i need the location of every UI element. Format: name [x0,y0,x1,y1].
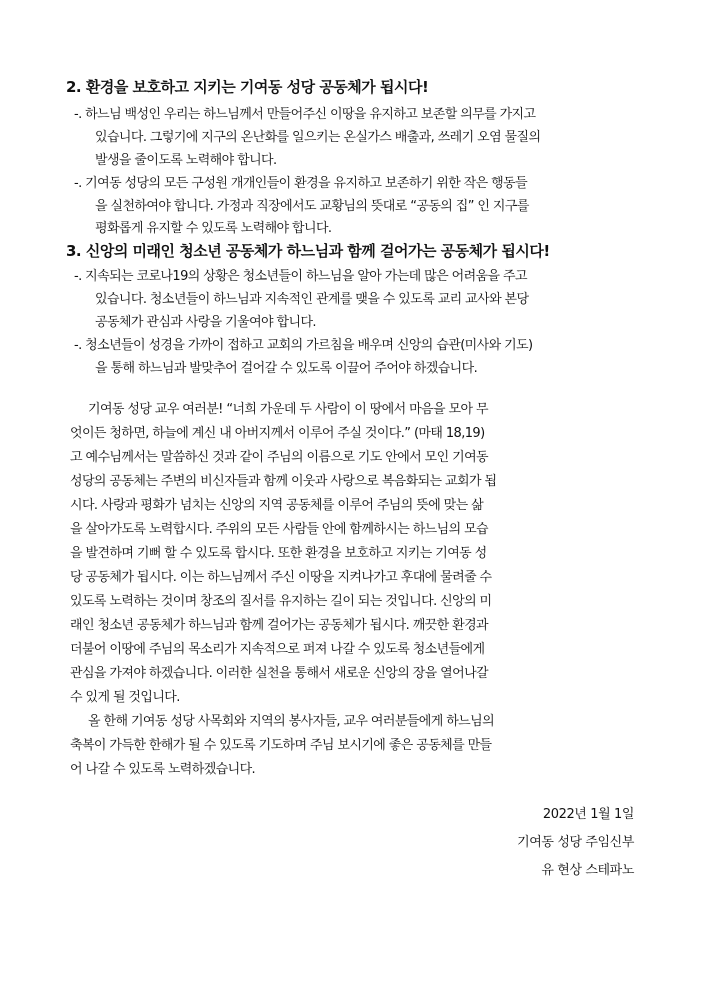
closing-line-3: 고 예수님께서는 말씀하신 것과 같이 주님의 이름으로 기도 안에서 모인 기여동 [70,450,488,465]
closing-line-6: 을 살아가도록 노력합시다. 주위의 모든 사람들 안에 함께하시는 하느님의 모습 [70,522,488,537]
section-2-bullet-1-line-3: 발생을 줄이도록 노력해야 합니다. [95,153,277,168]
closing-line-1: 기여동 성당 교우 여러분! “너희 가운데 두 사람이 이 땅에서 마음을 모아 무 [88,402,488,417]
signature-date: 2022년 1월 1일 [542,807,634,822]
closing-line-16: 어 나갈 수 있도록 노력하겠습니다. [70,762,256,777]
closing-line-5: 시다. 사랑과 평화가 넘치는 신앙의 지역 공동체를 이루어 주님의 뜻에 맞는 삶 [70,498,484,513]
closing-line-14: 올 한해 기여동 성당 사목회와 지역의 봉사자들, 교우 여러분들에게 하느님의 [88,714,495,729]
section-3-bullet-1-line-3: 공동체가 관심과 사랑을 기울여야 합니다. [95,315,316,330]
closing-line-7: 을 발견하며 기뻐 할 수 있도록 합시다. 또한 환경을 보호하고 지키는 기여동 성 [70,546,487,561]
section-2-bullet-2-line-3: 평화롭게 유지할 수 있도록 노력해야 합니다. [95,221,332,236]
closing-line-12: 관심을 가져야 하겠습니다. 이러한 실천을 통해서 새로운 신앙의 장을 열어나갈 [70,666,488,681]
closing-line-11: 더불어 이땅에 주님의 목소리가 지속적으로 퍼져 나갈 수 있도록 청소년들에게 [70,642,485,657]
signature-role: 기여동 성당 주임신부 [517,835,634,850]
closing-line-15: 축복이 가득한 한해가 될 수 있도록 기도하며 주님 보시기에 좋은 공동체를 만들 [70,738,492,753]
section-3-bullet-1-line-1: -. 지속되는 코로나19의 상황은 청소년들이 하느님을 알아 가는데 많은 어려움을 주고 [74,269,527,284]
signature-name: 유 현상 스테파노 [541,863,634,878]
closing-line-4: 성당의 공동체는 주변의 비신자들과 함께 이웃과 사랑으로 복음화되는 교회가 됩 [70,474,497,489]
section-3-bullet-2-line-2: 을 통해 하느님과 발맞추어 걸어갈 수 있도록 이끌어 주어야 하겠습니다. [95,361,478,376]
section-2-bullet-2-line-1: -. 기여동 성당의 모든 구성원 개개인들이 환경을 유지하고 보존하기 위한 작은 행동들 [74,176,528,191]
closing-line-2: 엇이든 청하면, 하늘에 계신 내 아버지께서 이루어 주실 것이다.” (마태 18,19) [70,426,485,441]
section-2-bullet-1-line-1: -. 하느님 백성인 우리는 하느님께서 만들어주신 이땅을 유지하고 보존할 의무를 가지고 [74,107,536,122]
closing-line-10: 래인 청소년 공동체가 하느님과 함께 걸어가는 공동체가 됩시다. 깨끗한 환경과 [70,618,488,633]
section-2-bullet-2-line-2: 을 실천하여야 합니다. 가정과 직장에서도 교황님의 뜻대로 “공동의 집” 인 지구를 [95,199,529,214]
closing-line-9: 있도록 노력하는 것이며 창조의 질서를 유지하는 길이 되는 것입니다. 신앙의 미 [70,594,492,609]
section-3-title: 3. 신앙의 미래인 청소년 공동체가 하느님과 함께 걸어가는 공동체가 됩시다! [66,242,550,260]
section-2-bullet-1-line-2: 있습니다. 그렇기에 지구의 온난화를 일으키는 온실가스 배출과, 쓰레기 오염 물질의 [95,130,541,145]
section-2-title: 2. 환경을 보호하고 지키는 기여동 성당 공동체가 됩시다! [66,78,429,96]
closing-line-8: 당 공동체가 됩시다. 이는 하느님께서 주신 이땅을 지켜나가고 후대에 물려줄 수 [70,570,492,585]
section-3-bullet-1-line-2: 있습니다. 청소년들이 하느님과 지속적인 관계를 맺을 수 있도록 교리 교사와 본당 [95,292,529,307]
section-3-bullet-2-line-1: -. 청소년들이 성경을 가까이 접하고 교회의 가르침을 배우며 신앙의 습관(미사와 기도) [74,338,533,353]
closing-line-13: 수 있게 될 것입니다. [70,690,180,705]
